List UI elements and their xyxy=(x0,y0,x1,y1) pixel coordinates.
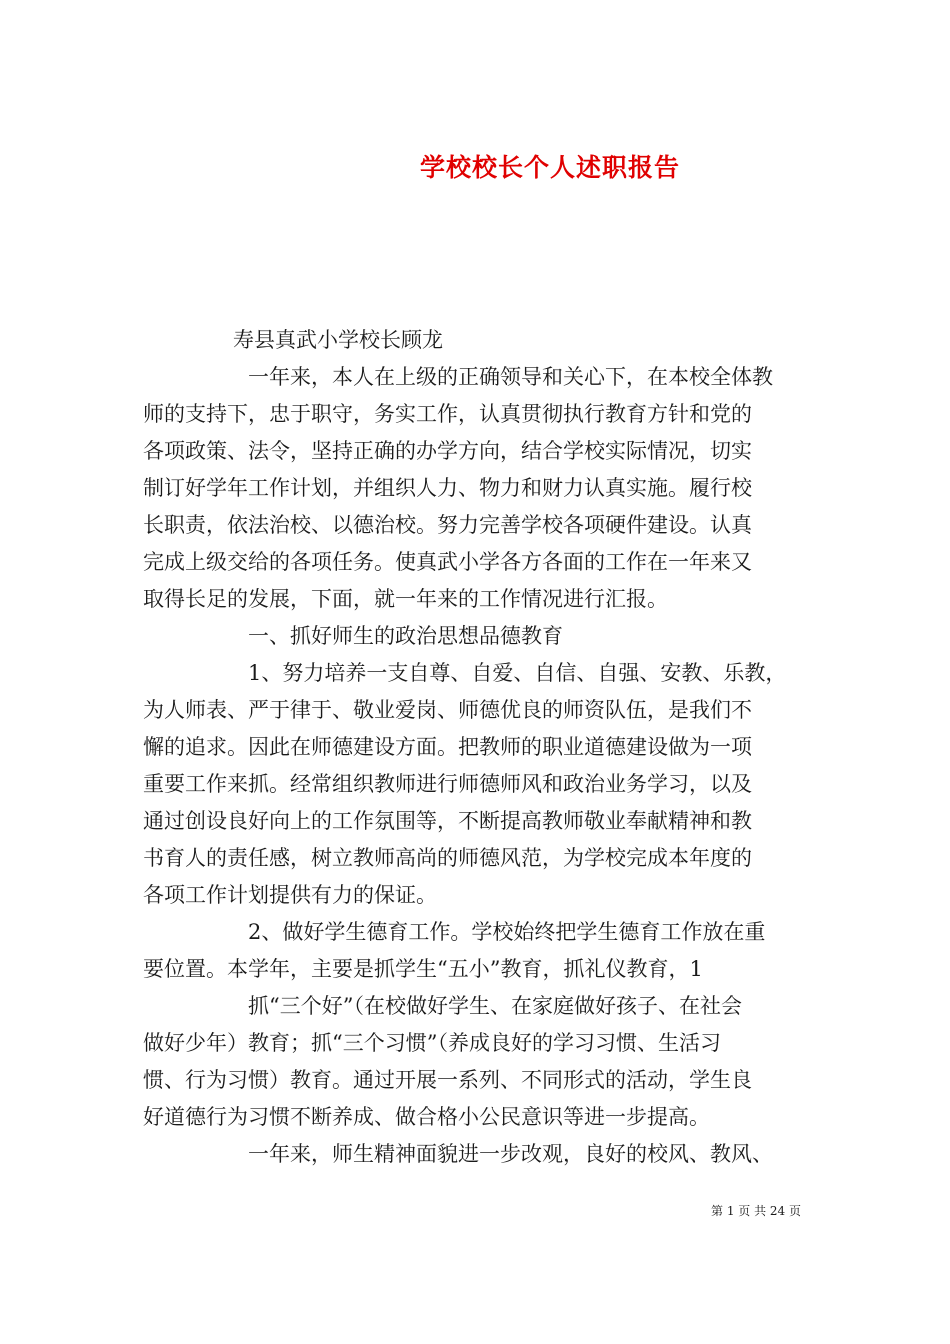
paragraph-line: 取得长足的发展，下面，就一年来的工作情况进行汇报。 xyxy=(143,587,668,611)
page-number-footer: 第 1 页 共 24 页 xyxy=(711,1204,801,1218)
paragraph-line: 做好少年）教育；抓“三个习惯”（养成良好的学习习惯、生活习 xyxy=(143,1031,721,1055)
paragraph-line: 一年来，师生精神面貌进一步改观，良好的校风、教风、 xyxy=(248,1142,773,1166)
paragraph-line: 1、努力培养一支自尊、自爱、自信、自强、安教、乐教， xyxy=(248,661,787,685)
paragraph-line: 为人师表、严于律于、敬业爱岗、师德优良的师资队伍，是我们不 xyxy=(143,698,752,722)
document-title: 学校校长个人述职报告 xyxy=(419,152,680,182)
paragraph-line: 各项政策、法令，坚持正确的办学方向，结合学校实际情况，切实 xyxy=(143,439,752,463)
paragraph-line: 重要工作来抓。经常组织教师进行师德师风和政治业务学习，以及 xyxy=(143,772,752,796)
paragraph-line: 惯、行为习惯）教育。通过开展一系列、不同形式的活动，学生良 xyxy=(143,1068,752,1092)
paragraph-line: 各项工作计划提供有力的保证。 xyxy=(143,883,437,907)
paragraph-line: 通过创设良好向上的工作氛围等，不断提高教师敬业奉献精神和教 xyxy=(143,809,752,833)
paragraph-line: 要位置。本学年，主要是抓学生“五小”教育，抓礼仪教育，1 xyxy=(143,957,703,981)
paragraph-line: 长职责，依法治校、以德治校。努力完善学校各项硬件建设。认真 xyxy=(143,513,752,537)
paragraph-line: 完成上级交给的各项任务。使真武小学各方各面的工作在一年来又 xyxy=(143,550,752,574)
paragraph-line: 好道德行为习惯不断养成、做合格小公民意识等进一步提高。 xyxy=(143,1105,710,1129)
paragraph-line: 书育人的责任感，树立教师高尚的师德风范，为学校完成本年度的 xyxy=(143,846,752,870)
paragraph-line: 一年来，本人在上级的正确领导和关心下，在本校全体教 xyxy=(248,365,773,389)
paragraph-line: 师的支持下，忠于职守，务实工作，认真贯彻执行教育方针和党的 xyxy=(143,402,752,426)
paragraph-line: 制订好学年工作计划，并组织人力、物力和财力认真实施。履行校 xyxy=(143,476,752,500)
paragraph-line: 2、做好学生德育工作。学校始终把学生德育工作放在重 xyxy=(248,920,766,944)
author-line: 寿县真武小学校长顾龙 xyxy=(233,328,443,352)
section-heading: 一、抓好师生的政治思想品德教育 xyxy=(248,624,563,648)
paragraph-line: 懈的追求。因此在师德建设方面。把教师的职业道德建设做为一项 xyxy=(143,735,752,759)
paragraph-line: 抓“三个好”（在校做好学生、在家庭做好孩子、在社会 xyxy=(248,994,742,1018)
